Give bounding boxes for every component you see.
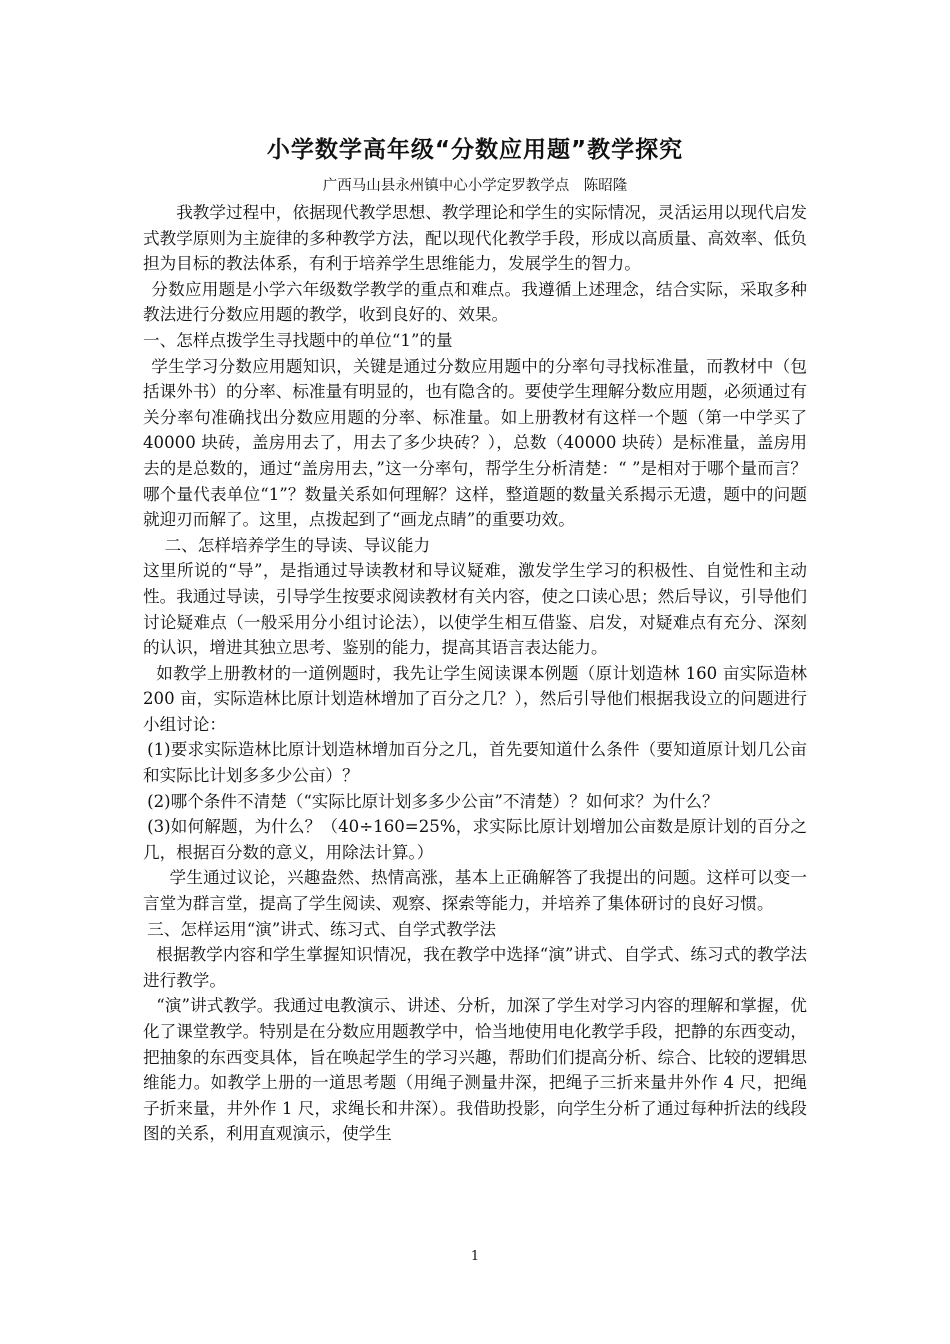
paragraph: 根据教学内容和学生掌握知识情况，我在教学中选择“演”讲式、自学式、练习式的教学法进行教学。 (143, 945, 807, 990)
paragraph: 三、怎样运用“演”讲式、练习式、自学式教学法 (147, 919, 496, 939)
paragraph: (3)如何解题，为什么？（40÷160=25%，求实际比原计划增加公亩数是原计划的百分之几，根据百分数的意义，用除法计算。） (143, 817, 807, 862)
paragraph: 这里所说的“导”，是指通过导读教材和导议疑难，激发学生学习的积极性、自觉性和主动性。我通过导读，引导学生按要求阅读教材有关内容，使之口读心思；然后导议，引导他们讨论疑难点（一般采用分小组讨论法），以使学生相互借鉴、启发，对疑难点有充分、深刻的认识，增进其独立思考、鉴别的能力，提高其语言表达能力。 (143, 561, 807, 658)
document-title: 小学数学高年级“分数应用题”教学探究 (266, 137, 684, 163)
page-number: 1 (470, 1249, 480, 1264)
paragraph: (1)要求实际造林比原计划造林增加百分之几，首先要知道什么条件（要知道原计划几公亩和实际比计划多多少公亩）？ (143, 740, 807, 786)
paragraph: (2)哪个条件不清楚（“实际比原计划多多少公亩”不清楚）？如何求？为什么？ (147, 791, 719, 811)
paragraph: 我教学过程中，依据现代教学思想、教学理论和学生的实际情况，灵活运用以现代启发式教学原则为主旋律的多种教学方法，配以现代化教学手段，形成以高质量、高效率、低负担为目标的教法体系，有利于培养学生思维能力，发展学生的智力。 (143, 203, 807, 274)
paragraph: 二、怎样培养学生的导读、导议能力 (164, 535, 431, 555)
paragraph: “演”讲式教学。我通过电教演示、讲述、分析，加深了学生对学习内容的理解和掌握，优化了课堂教学。特别是在分数应用题教学中，恰当地使用电化教学手段，把静的东西变动，把抽象的东西变具体，旨在唤起学生的学习兴趣，帮助们们提高分析、综合、比较的逻辑思维能力。如教学上册的一道思考题（用绳子测量井深，把绳子三折来量井外作 4 尺，把绳子折来量，井外作 1 尺，求绳长和井深）。我借助投影，向学生分析了通过每种折法的线段图的关系，利用直观演示，使学生 (143, 996, 807, 1144)
document-body (143, 200, 807, 1147)
paragraph: 一、怎样点拨学生寻找题中的单位“1”的量 (143, 330, 453, 350)
paragraph: 学生学习分数应用题知识，关键是通过分数应用题中的分率句寻找标准量，而教材中（包括课外书）的分率、标准量有明显的，也有隐含的。要使学生理解分数应用题，必须通过有关分率句准确找出分数应用题的分率、标准量。如上册教材有这样一个题（第一中学买了 40000 块砖，盖房用去了，用去了多少块砖？），总数（40000 块砖）是标准量，盖房用去的是总数的，通过“盖房用去，”这一分率句，帮学生分析清楚：“ ”是相对于哪个量而言？哪个量代表单位“1”？数量关系如何理解？这样，整道题的数量关系揭示无遗，题中的问题就迎刃而解了。这里，点拨起到了“画龙点睛”的重要功效。 (143, 356, 807, 530)
paragraph: 如教学上册教材的一道例题时，我先让学生阅读课本例题（原计划造林 160 亩实际造林 200 亩，实际造林比原计划造林增加了百分之几？），然后引导他们根据我设立的问题进行小组讨论： (143, 663, 807, 734)
author-line: 广西马山县永州镇中心小学定罗教学点 陈昭隆 (322, 178, 628, 194)
paragraph: 分数应用题是小学六年级数学教学的重点和难点。我遵循上述理念，结合实际，采取多种教法进行分数应用题的教学，收到良好的、效果。 (143, 279, 807, 325)
paragraph: 学生通过议论，兴趣盎然、热情高涨，基本上正确解答了我提出的问题。这样可以变一言堂为群言堂，提高了学生阅读、观察、探索等能力，并培养了集体研讨的良好习惯。 (143, 868, 807, 914)
